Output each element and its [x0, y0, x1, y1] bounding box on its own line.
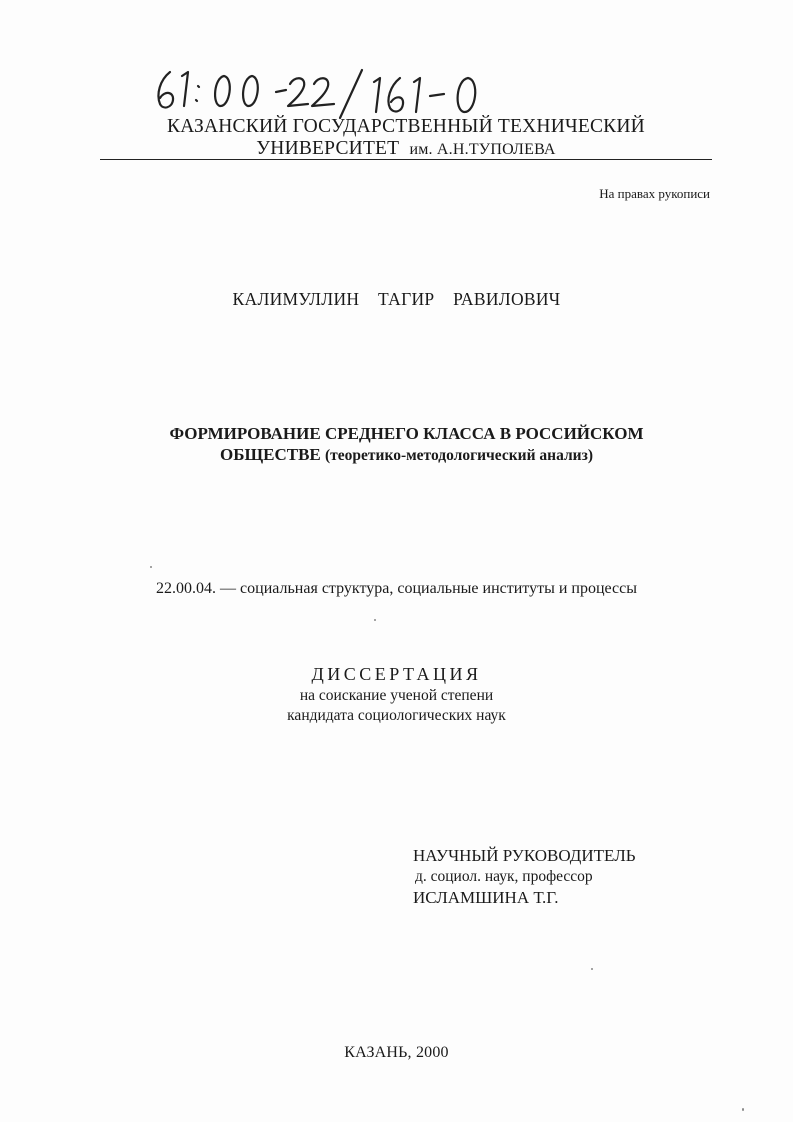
supervisor-role: НАУЧНЫЙ РУКОВОДИТЕЛЬ	[413, 846, 636, 865]
scan-speck	[150, 566, 152, 568]
dissertation-heading: ДИССЕРТАЦИЯ	[311, 664, 482, 684]
dissertation-title-line2-bold: ОБЩЕСТВЕ	[220, 445, 321, 464]
dissertation-degree-line2: кандидата социологических наук	[287, 707, 506, 724]
city-year: КАЗАНЬ, 2000	[344, 1044, 449, 1061]
supervisor-degree: д. социол. наук, профессор	[415, 868, 593, 885]
specialty-code: 22.00.04. — социальная структура, социальные институты и процессы	[156, 580, 637, 597]
university-name-line2	[100, 138, 712, 161]
dissertation-title-line1: ФОРМИРОВАНИЕ СРЕДНЕГО КЛАССА В РОССИЙСКОМ	[169, 424, 644, 443]
university-named-after: им. А.Н.ТУПОЛЕВА	[409, 141, 556, 158]
scan-speck	[591, 968, 593, 970]
author-name: КАЛИМУЛЛИН ТАГИР РАВИЛОВИЧ	[232, 289, 561, 309]
university-name	[100, 116, 712, 161]
dissertation-title-line2	[120, 444, 693, 466]
header-divider	[100, 159, 712, 160]
handwritten-archive-code	[148, 62, 488, 120]
university-name-main: УНИВЕРСИТЕТ	[256, 138, 400, 159]
handwritten-archive-code-drawing	[148, 62, 488, 120]
dissertation-title-subtitle: (теоретико-методологический анализ)	[325, 447, 593, 464]
dissertation-degree-line1: на соискание ученой степени	[299, 687, 494, 704]
dissertation-title	[120, 423, 693, 466]
dissertation-block	[0, 664, 793, 726]
supervisor-name: ИСЛАМШИНА Т.Г.	[413, 888, 559, 907]
scan-speck	[374, 619, 376, 621]
rights-note: На правах рукописи	[599, 186, 710, 201]
university-name-line1: КАЗАНСКИЙ ГОСУДАРСТВЕННЫЙ ТЕХНИЧЕСКИЙ	[167, 116, 645, 137]
scan-speck	[742, 1108, 744, 1111]
supervisor-block	[413, 845, 636, 908]
